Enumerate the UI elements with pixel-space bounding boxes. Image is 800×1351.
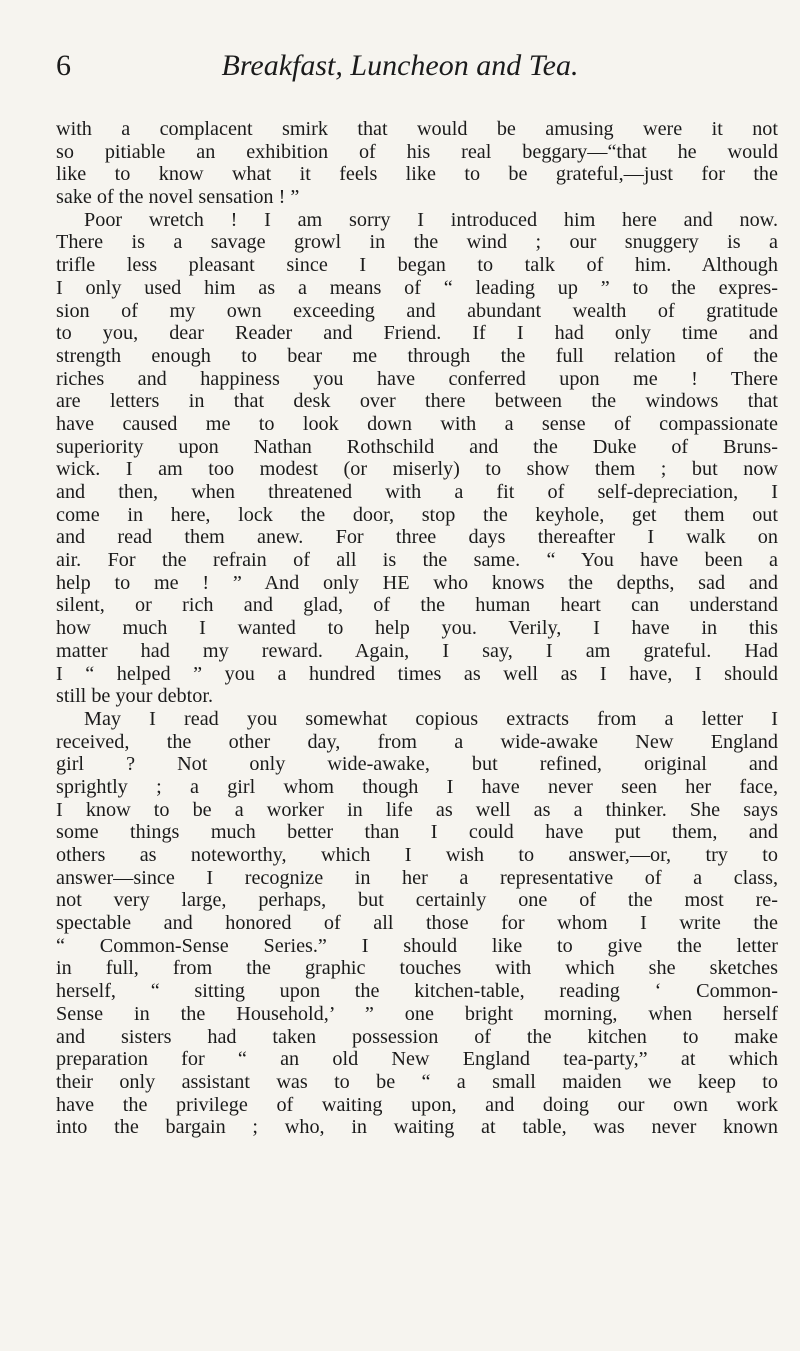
text-line: “ Common-Sense Series.” I should like to give the letter <box>56 934 778 957</box>
text-line: riches and happiness you have conferred upon me ! There <box>56 367 778 390</box>
text-line: like to know what it feels like to be grateful,—just for the <box>56 163 778 186</box>
text-line: There is a savage growl in the wind ; our snuggery is a <box>56 231 778 254</box>
text-line: I know to be a worker in life as well as a thinker. She says <box>56 798 778 821</box>
page-number: 6 <box>56 49 71 82</box>
text-line: still be your debtor. <box>56 685 213 708</box>
text-line: to you, dear Reader and Friend. If I had only time and <box>56 322 778 345</box>
page-header <box>0 44 800 92</box>
text-line: spectable and honored of all those for whom I write the <box>56 912 778 935</box>
text-line: and then, when threatened with a fit of self-depreciation, I <box>56 481 778 503</box>
text-line: into the bargain ; who, in waiting at table, was never known <box>56 1116 778 1139</box>
text-line: May I read you somewhat copious extracts from a letter I <box>84 707 778 730</box>
text-line: superiority upon Nathan Rothschild and the Duke of Bruns- <box>56 435 778 458</box>
text-line: silent, or rich and glad, of the human heart can understand <box>56 594 778 617</box>
text-line: so pitiable an exhibition of his real beggary—“that he would <box>56 140 778 163</box>
text-line: not very large, perhaps, but certainly one of the most re- <box>56 889 778 912</box>
text-line: how much I wanted to help you. Verily, I have in this <box>56 617 778 640</box>
text-line: strength enough to bear me through the full relation of the <box>56 344 778 367</box>
body-text <box>56 118 778 1139</box>
text-line: herself, “ sitting upon the kitchen-table, reading ‘ Common- <box>56 980 778 1003</box>
text-line: matter had my reward. Again, I say, I am grateful. Had <box>56 639 778 662</box>
text-line: Poor wretch ! I am sorry I introduced him here and now. <box>84 208 778 231</box>
text-line: their only assistant was to be “ a small maiden we keep to <box>56 1070 778 1093</box>
text-line: in full, from the graphic touches with which she sketches <box>56 957 778 980</box>
text-line: sake of the novel sensation ! ” <box>56 186 300 209</box>
text-line: trifle less pleasant since I began to talk of him. Although <box>56 254 778 277</box>
text-line: answer—since I recognize in her a representative of a class, <box>56 866 778 889</box>
text-line: have caused me to look down with a sense of compassionate <box>56 412 778 435</box>
text-line: air. For the refrain of all is the same. “ You have been a <box>56 549 778 572</box>
text-line: wick. I am too modest (or miserly) to show them ; but now <box>56 458 778 481</box>
running-title: Breakfast, Luncheon and Tea. <box>221 49 579 82</box>
text-line: sprightly ; a girl whom though I have never seen her face, <box>56 775 778 798</box>
text-line: and sisters had taken possession of the kitchen to make <box>56 1025 778 1048</box>
text-line: some things much better than I could have put them, and <box>56 821 778 844</box>
text-line: are letters in that desk over there between the windows that <box>56 390 778 413</box>
text-line: Sense in the Household,’ ” one bright morning, when herself <box>56 1002 778 1025</box>
text-line: have the privilege of waiting upon, and doing our own work <box>56 1093 778 1116</box>
text-line: with a complacent smirk that would be amusing were it not <box>56 118 778 140</box>
text-line: I “ helped ” you a hundred times as well as I have, I should <box>56 662 778 685</box>
text-line: help to me ! ” And only HE who knows the depths, sad and <box>56 571 778 594</box>
text-line: others as noteworthy, which I wish to answer,—or, try to <box>56 844 778 866</box>
text-line: sion of my own exceeding and abundant wealth of gratitude <box>56 299 778 322</box>
text-line: come in here, lock the door, stop the keyhole, get them out <box>56 503 778 526</box>
text-line: I only used him as a means of “ leading up ” to the expres- <box>56 276 778 299</box>
text-line: received, the other day, from a wide-awake New England <box>56 730 778 753</box>
text-line: and read them anew. For three days thereafter I walk on <box>56 526 778 549</box>
text-line: preparation for “ an old New England tea-party,” at which <box>56 1048 778 1071</box>
text-line: girl ? Not only wide-awake, but refined, original and <box>56 753 778 776</box>
